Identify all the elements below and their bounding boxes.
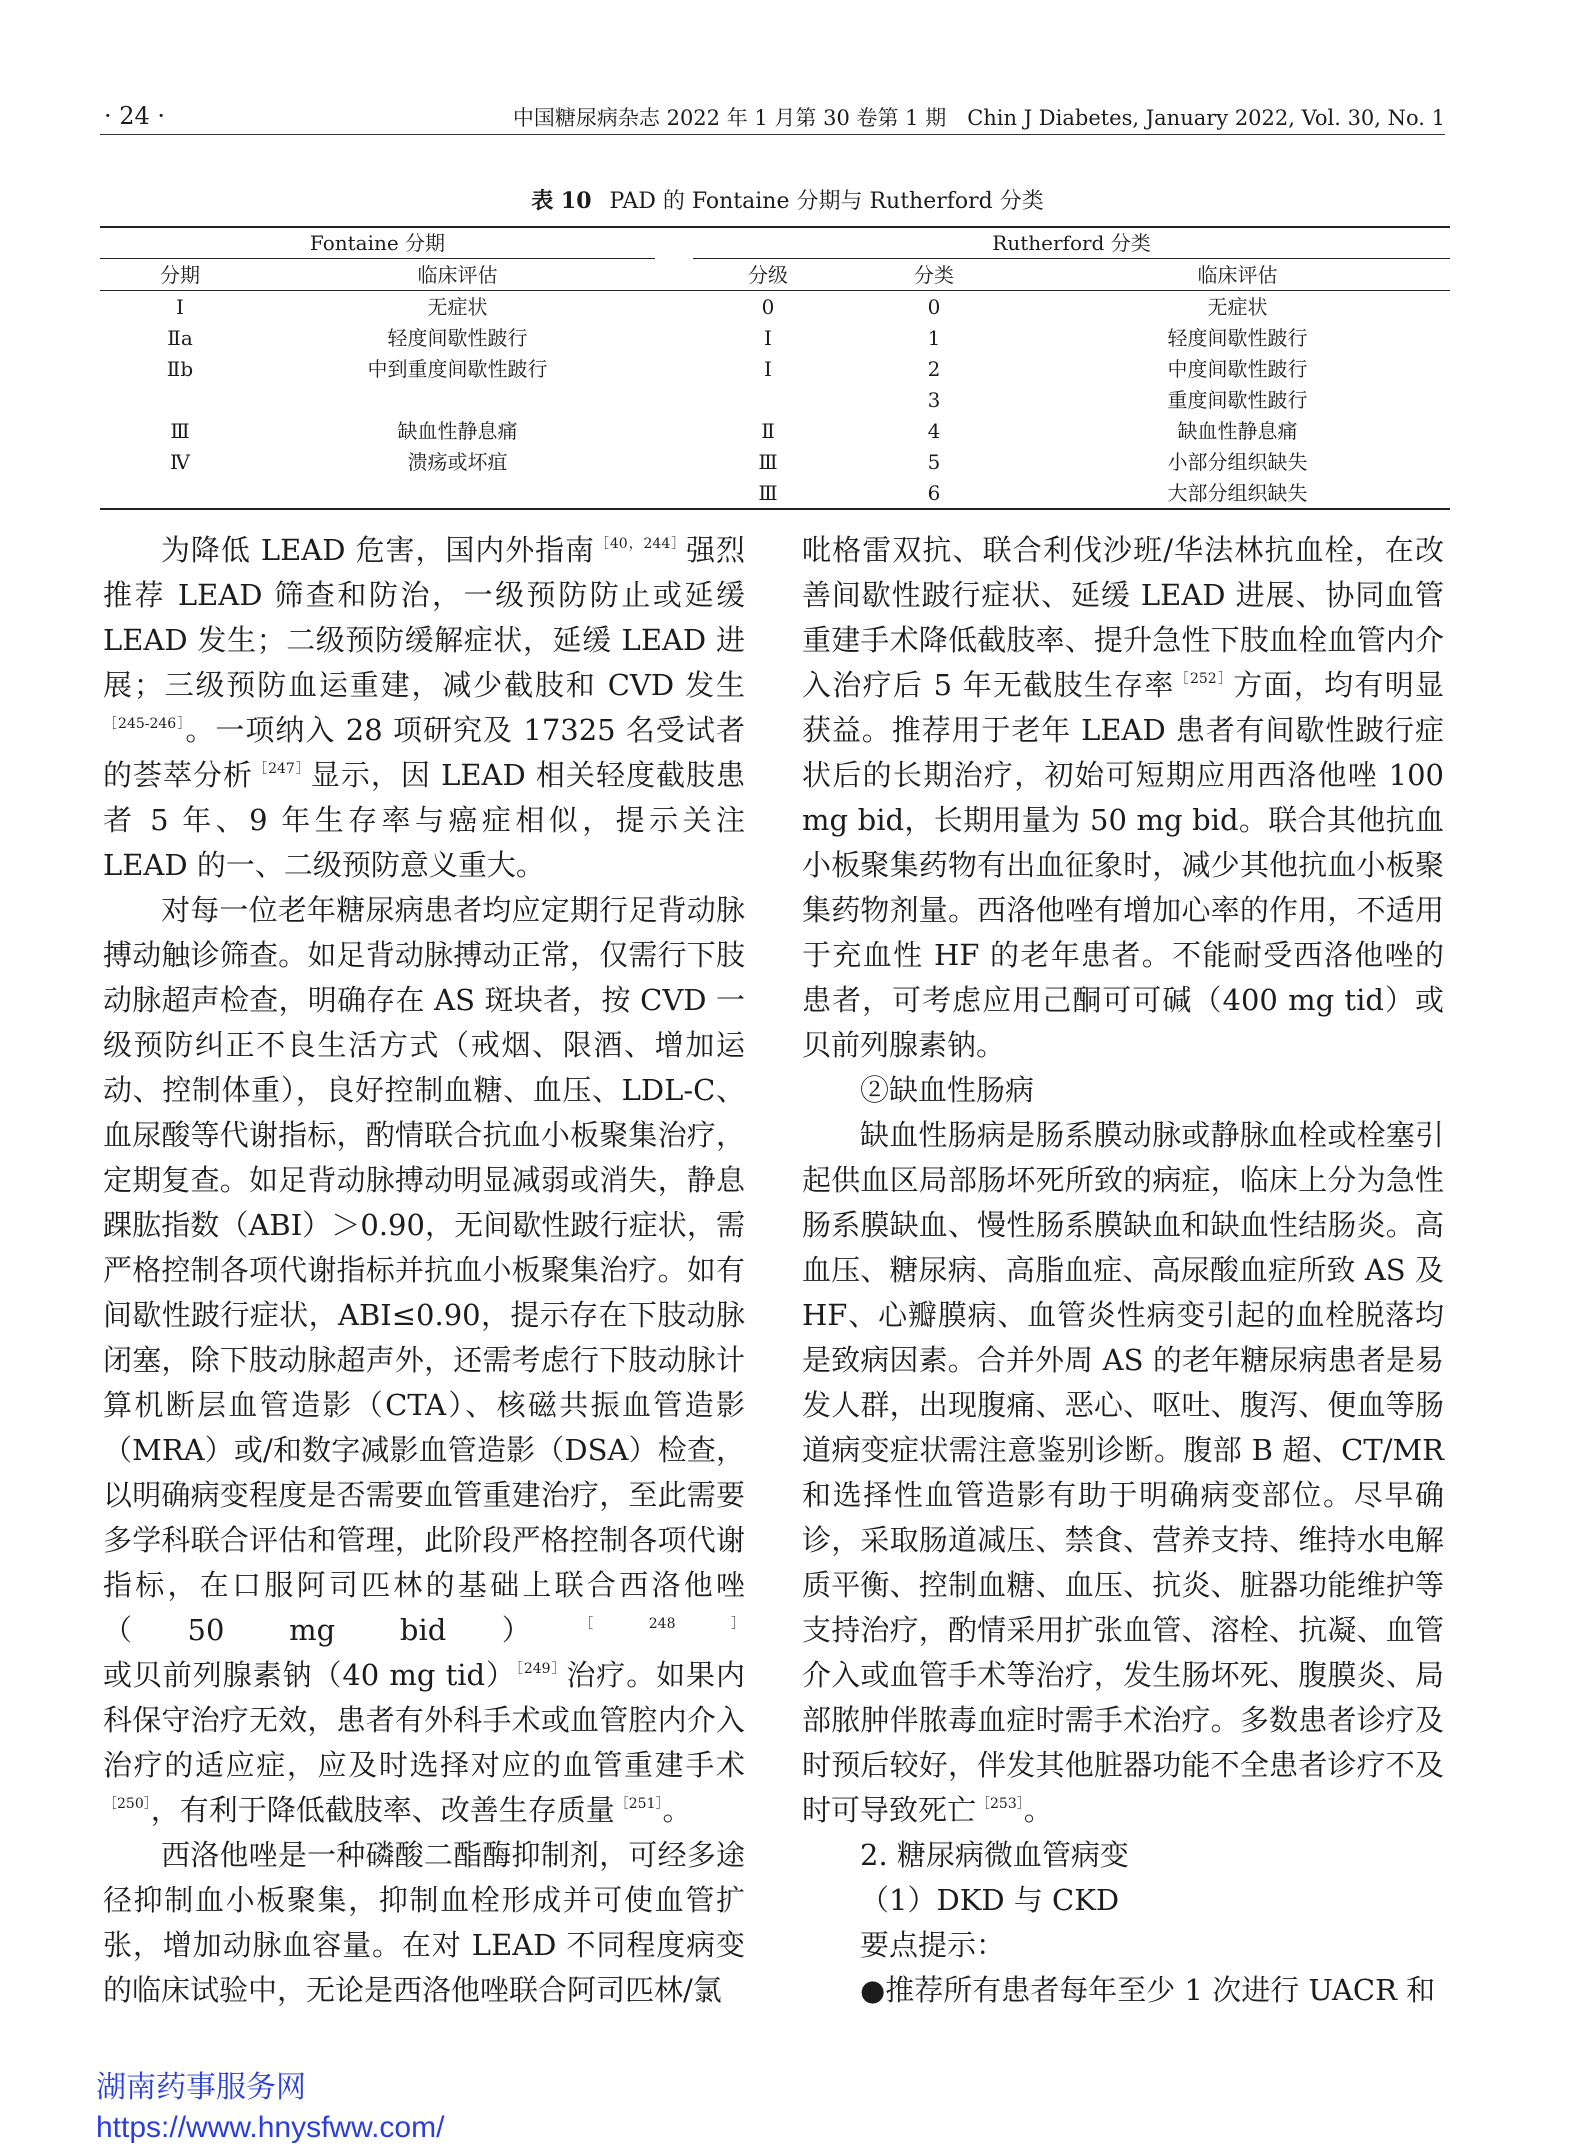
key-points-heading: 要点提示： [860,1928,1006,1962]
table-cell [100,477,260,509]
column-header: 临床评估 [260,259,655,291]
table-row [100,291,1450,323]
citation[interactable]: ［252］ [1174,671,1234,687]
table-cell: 轻度间歇性跛行 [1167,325,1308,350]
table-cell: 重度间歇性跛行 [1167,387,1308,412]
group-fontaine: Fontaine 分期 [100,227,655,259]
table-row [100,353,1450,384]
table-cell: 1 [927,325,941,350]
text-run: 或贝前列腺素钠（40 mg tid） [103,1658,516,1692]
watermark-site: 湖南药事服务网 [96,2071,306,2104]
citation[interactable]: ［248］ [586,1616,745,1632]
table-cell: 无症状 [1207,294,1268,319]
table-cell: Ⅱa [167,325,193,350]
citation[interactable]: ［247］ [253,761,311,777]
subsection-heading: （1）DKD 与 CKD [860,1883,1120,1917]
left-column [103,528,745,2013]
table-row [100,322,1450,353]
watermark-url[interactable]: https://www.hnysfww.com/ [96,2111,445,2144]
table-cell: 3 [927,387,941,412]
table-cell [260,384,655,415]
text-run: 吡格雷双抗、联合利伐沙班/华法林抗血栓，在改善间歇性跛行症状、延缓 LEAD 进展、协同血管重建手术降低截肢率、提升急性下肢血栓血管内介入治疗后 5 年无截肢生存率 [802,533,1444,702]
table-cell [260,477,655,509]
table-cell: 5 [927,449,941,474]
text-run: 方面，均有明显获益。推荐用于老年 LEAD 患者有间歇性跛行症状后的长期治疗，初始可短期应用西洛他唑 100 mg bid，长期用量为 50 mg bid。联合其他抗血小板聚集药物有出血征象时，减少其他抗血小板聚集药物剂量。西洛他唑有增加心率的作用，不适用于充血性 HF 的老年患者。不能耐受西洛他唑的患者，可考虑应用己酮可可碱（400 mg tid）或贝前列腺素钠。 [802,668,1444,1062]
text-run: 。 [1023,1793,1053,1827]
table-cell: Ⅲ [758,480,778,505]
paragraph: 西洛他唑是一种磷酸二酯酶抑制剂，可经多途径抑制血小板聚集，抑制血栓形成并可使血管扩张，增加动脉血容量。在对 LEAD 不同程度病变的临床试验中，无论是西洛他唑联合阿司匹林/氯 [103,1838,745,2007]
table-cell: Ⅰ [176,294,184,319]
table-cell: Ⅰ [764,325,772,350]
right-column [802,528,1444,2013]
text-run: 显示，因 LEAD 相关轻度截肢患者 5 年、9 年生存率与癌症相似，提示关注 LEAD 的一、二级预防意义重大。 [103,758,745,882]
citation[interactable]: ［250］ [103,1796,151,1812]
table-row [100,415,1450,446]
table-cell: Ⅲ [170,418,190,443]
bullet-point: ●推荐所有患者每年至少 1 次进行 UACR 和 [860,1973,1436,2007]
paragraph [103,888,745,1833]
table-title: PAD 的 Fontaine 分期与 Rutherford 分类 [609,189,1044,214]
watermark [96,2068,444,2148]
table-label: 表 10 [531,188,592,214]
table-cell: 中度间歇性跛行 [1167,356,1308,381]
text-run: 。 [662,1793,692,1827]
citation[interactable]: ［249］ [515,1661,567,1677]
table-cell [693,384,843,415]
citation[interactable]: ［40，244］ [594,536,687,552]
table-cell: 6 [927,480,941,505]
text-run: 强烈推荐 LEAD 筛查和防治，一级预防防止或延缓 LEAD 发生；二级预防缓解症状，延缓 LEAD 进展；三级预防血运重建，减少截肢和 CVD 发生 [103,533,745,702]
table-cell: 溃疡或坏疽 [407,449,508,474]
paragraph [103,528,745,888]
table-caption [0,184,1575,215]
table-cell: 缺血性静息痛 [1177,418,1298,443]
column-header: 临床评估 [1025,259,1450,291]
text-run: 对每一位老年糖尿病患者均应定期行足背动脉搏动触诊筛查。如足背动脉搏动正常，仅需行下肢动脉超声检查，明确存在 AS 斑块者，按 CVD 一级预防纠正不良生活方式（戒烟、限酒、增加运动、控制体重），良好控制血糖、血压、LDL-C、血尿酸等代谢指标，酌情联合抗血小板聚集治疗，定期复查。如足背动脉搏动明显减弱或消失，静息踝肱指数（ABI）＞0.90，无间歇性跛行症状，需严格控制各项代谢指标并抗血小板聚集治疗。如有间歇性跛行症状，ABI≤0.90，提示存在下肢动脉闭塞，除下肢动脉超声外，还需考虑行下肢动脉计算机断层血管造影（CTA）、核磁共振血管造影（MRA）或/和数字减影血管造影（DSA）检查，以明确病变程度是否需要血管重建治疗，至此需要多学科联合评估和管理，此阶段严格控制各项代谢指标，在口服阿司匹林的基础上联合西洛他唑（50 mg bid） [103,893,745,1647]
table-cell: 0 [761,294,775,319]
table-cell: 大部分组织缺失 [1167,480,1308,505]
group-rutherford: Rutherford 分类 [693,227,1450,259]
table-cell: Ⅱb [166,356,194,381]
table-row [100,446,1450,477]
table-cell: 4 [927,418,941,443]
paragraph [802,528,1444,1068]
table-cell: Ⅲ [758,449,778,474]
paragraph [802,1113,1444,1833]
table-cell: 小部分组织缺失 [1167,449,1308,474]
table-cell: 中到重度间歇性跛行 [367,356,548,381]
running-header [100,96,1445,135]
citation[interactable]: ［251］ [614,1796,663,1812]
text-run: 为降低 LEAD 危害，国内外指南 [161,533,595,567]
table-row [100,477,1450,509]
text-run: 。一项纳入 28 项研究及 17325 名受试者的荟萃分析 [103,713,745,792]
column-header: 分级 [693,259,843,291]
citation[interactable]: ［253］ [976,1796,1024,1812]
page-number: · 24 · [104,102,166,130]
journal-citation: 中国糖尿病杂志 2022 年 1 月第 30 卷第 1 期 Chin J Diabetes, January 2022, Vol. 30, No. 1 [512,106,1445,130]
table-cell: 0 [927,294,941,319]
table-cell: 缺血性静息痛 [397,418,518,443]
section-heading: ②缺血性肠病 [860,1073,1035,1107]
table-cell: Ⅳ [170,449,190,474]
column-header: 分类 [843,259,1025,291]
table-row [100,384,1450,415]
classification-table [100,226,1450,510]
table-cell: Ⅱ [761,418,775,443]
column-header: 分期 [100,259,260,291]
table-cell: 轻度间歇性跛行 [387,325,528,350]
text-run: 缺血性肠病是肠系膜动脉或静脉血栓或栓塞引起供血区局部肠坏死所致的病症，临床上分为急性肠系膜缺血、慢性肠系膜缺血和缺血性结肠炎。高血压、糖尿病、高脂血症、高尿酸血症所致 AS 及 HF、心瓣膜病、血管炎性病变引起的血栓脱落均是致病因素。合并外周 AS 的老年糖尿病患者是易发人群，出现腹痛、恶心、呕吐、腹泻、便血等肠道病变症状需注意鉴别诊断。腹部 B 超、CT/MR 和选择性血管造影有助于明确病变部位。尽早确诊，采取肠道减压、禁食、营养支持、维持水电解质平衡、控制血糖、血压、抗炎、脏器功能维护等支持治疗，酌情采用扩张血管、溶栓、抗凝、血管介入或血管手术等治疗，发生肠坏死、腹膜炎、局部脓肿伴脓毒血症时需手术治疗。多数患者诊疗及时预后较好，伴发其他脏器功能不全患者诊疗不及时可导致死亡 [802,1118,1444,1827]
table-cell: 2 [927,356,941,381]
table-cell: 无症状 [427,294,488,319]
table-cell [100,384,260,415]
text-run: ，有利于降低截肢率、改善生存质量 [150,1793,615,1827]
table-cell: Ⅰ [764,356,772,381]
citation[interactable]: ［245-246］ [103,716,186,732]
section-heading: 2. 糖尿病微血管病变 [860,1838,1129,1872]
text-run: 治疗。如果内科保守治疗无效，患者有外科手术或血管腔内介入治疗的适应症，应及时选择对应的血管重建手术 [103,1658,745,1782]
